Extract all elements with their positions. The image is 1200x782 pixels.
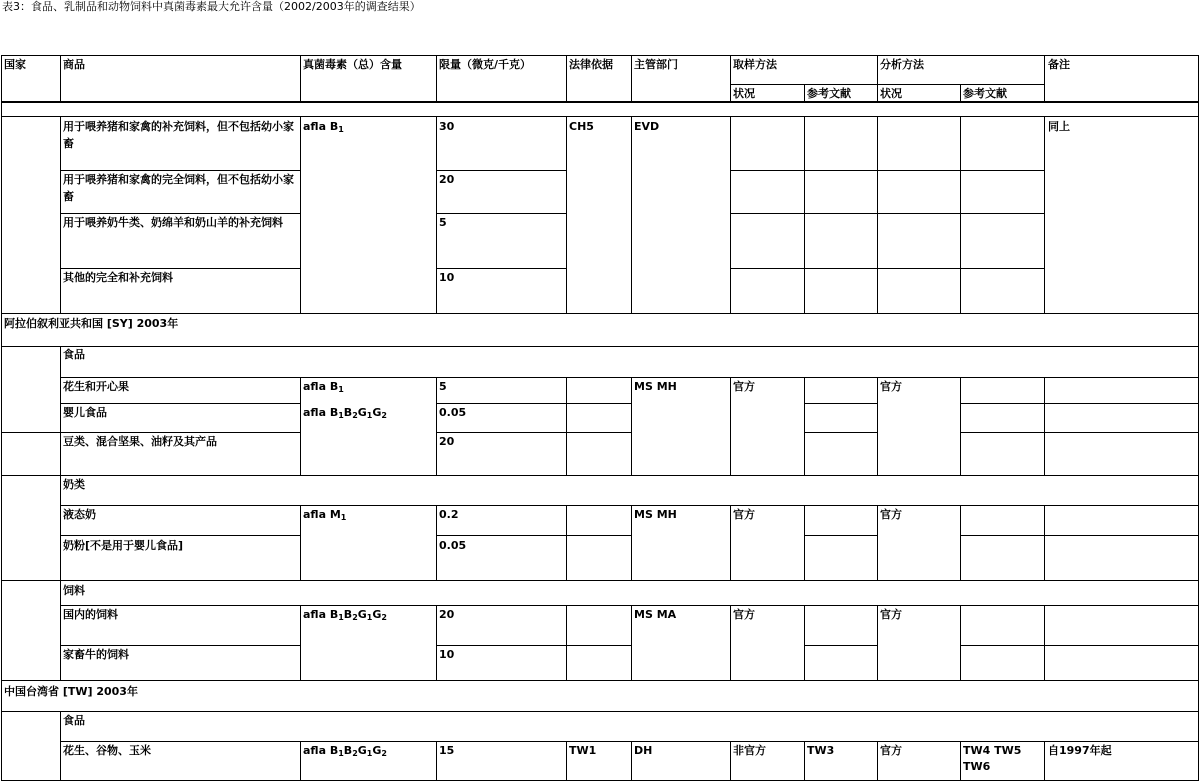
syria-milk-limit-1: 0.2 — [439, 508, 459, 521]
syria-food-limit-1: 5 — [439, 380, 447, 393]
syria-feed-limit-2: 10 — [439, 648, 455, 661]
taiwan-food-analysis-ref-1: TW4 TW5 — [963, 744, 1022, 757]
table-vertical-rule — [300, 505, 301, 581]
section1-item-1: 用于喂养猪和家禽的补充饲料，但不包括幼小家畜 — [63, 120, 294, 150]
taiwan-food-remark: 自1997年起 — [1048, 744, 1112, 757]
table-vertical-rule — [1198, 580, 1199, 681]
table-vertical-rule — [300, 116, 301, 314]
table-horizontal-rule — [436, 645, 632, 646]
section1-item-3: 用于喂养奶牛类、奶绵羊和奶山羊的补充饲料 — [63, 216, 283, 229]
syria-food-authority: MS MH — [634, 380, 677, 393]
table-vertical-rule — [60, 711, 61, 781]
table-vertical-rule — [877, 116, 878, 314]
table-vertical-rule — [631, 116, 632, 314]
table-horizontal-rule — [1, 680, 1199, 681]
taiwan-food-analysis-ref-2: TW6 — [963, 760, 991, 773]
table-vertical-rule — [436, 116, 437, 314]
table-vertical-rule — [60, 475, 61, 581]
table-horizontal-rule — [60, 505, 1199, 506]
table-horizontal-rule — [1, 346, 1199, 347]
syria-milk-item-2: 奶粉[不是用于婴儿食品] — [63, 539, 184, 552]
table-horizontal-rule — [436, 170, 567, 171]
table-vertical-rule — [804, 741, 805, 781]
table-horizontal-rule — [436, 268, 567, 269]
table-vertical-rule — [1044, 55, 1045, 102]
section1-limit-4: 10 — [439, 271, 455, 284]
table-vertical-rule — [436, 605, 437, 681]
table-horizontal-rule — [804, 432, 878, 433]
table-vertical-rule — [1, 55, 2, 781]
table-horizontal-rule — [436, 535, 632, 536]
table-vertical-rule — [1198, 711, 1199, 781]
header-sampling: 取样方法 — [733, 58, 777, 71]
table-horizontal-rule — [60, 377, 1199, 378]
section1-toxin: afla $B_1$ — [303, 120, 344, 134]
table-vertical-rule — [1044, 505, 1045, 581]
table-vertical-rule — [730, 505, 731, 581]
table-vertical-rule — [804, 377, 805, 476]
table-vertical-rule — [436, 55, 437, 102]
table-horizontal-rule — [60, 535, 301, 536]
table-vertical-rule — [1044, 741, 1045, 781]
table-vertical-rule — [566, 55, 567, 102]
table-vertical-rule — [631, 377, 632, 476]
table-vertical-rule — [960, 84, 961, 102]
table-vertical-rule — [960, 116, 961, 314]
table-horizontal-rule — [960, 645, 1199, 646]
table-vertical-rule — [1198, 680, 1199, 712]
table-horizontal-rule — [960, 432, 1199, 433]
table-horizontal-rule — [1, 711, 1199, 712]
syria-food-toxin-1: afla $B_1$ — [303, 380, 344, 394]
table-vertical-rule — [877, 55, 878, 102]
syria-milk-authority: MS MH — [634, 508, 677, 521]
table-vertical-rule — [877, 505, 878, 581]
taiwan-food-label: 食品 — [63, 714, 85, 727]
header-commodity: 商品 — [63, 58, 85, 71]
table-vertical-rule — [436, 505, 437, 581]
taiwan-food-legal: TW1 — [569, 744, 597, 757]
syria-feed-label: 饲料 — [63, 584, 85, 597]
syria-food-limit-3: 20 — [439, 435, 455, 448]
table-vertical-rule — [566, 741, 567, 781]
table-vertical-rule — [1198, 475, 1199, 581]
section1-remark: 同上 — [1048, 120, 1070, 133]
table-vertical-rule — [877, 605, 878, 681]
syria-food-item-2: 婴儿食品 — [63, 406, 107, 419]
header-analysis-reference: 参考文献 — [963, 87, 1007, 100]
header-authority: 主管部门 — [634, 58, 678, 71]
table-subheader-rule — [877, 84, 1045, 85]
syria-food-toxin-2: afla $B_1B_2G_1G_2$ — [303, 406, 387, 420]
table-horizontal-rule — [1, 475, 1199, 476]
table-vertical-rule — [960, 505, 961, 581]
header-sampling-reference: 参考文献 — [807, 87, 851, 100]
table-vertical-rule — [960, 605, 961, 681]
table-vertical-rule — [1198, 55, 1199, 102]
header-limit: 限量（微克/千克） — [439, 58, 532, 71]
table-horizontal-rule — [730, 268, 1045, 269]
syria-milk-limit-2: 0.05 — [439, 539, 467, 552]
section1-limit-2: 20 — [439, 173, 455, 186]
table-horizontal-rule — [804, 535, 878, 536]
syria-feed-item-2: 家畜牛的饲料 — [63, 648, 129, 661]
table-horizontal-rule — [804, 403, 878, 404]
table-horizontal-rule — [804, 645, 878, 646]
table-vertical-rule — [960, 377, 961, 476]
syria-food-item-3: 豆类、混合坚果、油籽及其产品 — [63, 435, 217, 448]
header-sampling-status: 状况 — [733, 87, 755, 100]
section1-item-4: 其他的完全和补充饲料 — [63, 271, 173, 284]
table-vertical-rule — [60, 346, 61, 476]
table-vertical-rule — [730, 116, 731, 314]
table-vertical-rule — [804, 505, 805, 581]
table-vertical-rule — [877, 741, 878, 781]
taiwan-food-toxin: afla $B_1B_2G_1G_2$ — [303, 744, 387, 758]
table-vertical-rule — [631, 741, 632, 781]
table-horizontal-rule — [1, 580, 1199, 581]
table-vertical-rule — [60, 55, 61, 102]
syria-feed-limit-1: 20 — [439, 608, 455, 621]
table-vertical-rule — [1044, 116, 1045, 314]
table-vertical-rule — [60, 116, 61, 314]
table-horizontal-rule — [436, 213, 567, 214]
table-horizontal-rule — [1, 101, 1199, 103]
header-country: 国家 — [4, 58, 26, 71]
table-vertical-rule — [300, 55, 301, 102]
table-vertical-rule — [566, 505, 567, 581]
table-horizontal-rule — [60, 741, 1199, 742]
table-vertical-rule — [730, 55, 731, 102]
table-horizontal-rule — [60, 605, 1199, 606]
table-horizontal-rule — [436, 432, 632, 433]
table-vertical-rule — [631, 605, 632, 681]
table-vertical-rule — [1198, 313, 1199, 347]
table-horizontal-rule — [730, 170, 1045, 171]
syria-feed-item-1: 国内的饲料 — [63, 608, 118, 621]
taiwan-food-item: 花生、谷物、玉米 — [63, 744, 151, 757]
table-vertical-rule — [877, 377, 878, 476]
table-vertical-rule — [960, 741, 961, 781]
header-analysis: 分析方法 — [880, 58, 924, 71]
syria-feed-analysis-status: 官方 — [880, 608, 902, 621]
table-horizontal-rule — [1, 313, 1199, 314]
table-vertical-rule — [1198, 116, 1199, 314]
country-taiwan-title: 中国台湾省 [TW] 2003年 — [4, 685, 138, 698]
syria-feed-toxin: afla $B_1B_2G_1G_2$ — [303, 608, 387, 622]
syria-milk-analysis-status: 官方 — [880, 508, 902, 521]
table-vertical-rule — [730, 605, 731, 681]
taiwan-food-sampling-status: 非官方 — [733, 744, 766, 757]
table-vertical-rule — [804, 116, 805, 314]
header-mycotoxin: 真菌毒素（总）含量 — [303, 58, 402, 71]
country-syria-title: 阿拉伯叙利亚共和国 [SY] 2003年 — [4, 317, 179, 330]
syria-food-limit-2: 0.05 — [439, 406, 467, 419]
syria-milk-toxin: afla $M_1$ — [303, 508, 347, 522]
table-vertical-rule — [730, 377, 731, 476]
syria-food-sampling-status: 官方 — [733, 380, 755, 393]
table-vertical-rule — [631, 505, 632, 581]
table-horizontal-rule — [1, 116, 1199, 117]
taiwan-food-analysis-status: 官方 — [880, 744, 902, 757]
header-remarks: 备注 — [1048, 58, 1070, 71]
syria-feed-authority: MS MA — [634, 608, 677, 621]
syria-food-label: 食品 — [63, 348, 85, 361]
taiwan-food-sampling-ref: TW3 — [807, 744, 835, 757]
table-caption: 表3：食品、乳制品和动物饲料中真菌毒素最大允许含量（2002/2003年的调查结果） — [2, 0, 421, 13]
taiwan-food-authority: DH — [634, 744, 653, 757]
syria-milk-sampling-status: 官方 — [733, 508, 755, 521]
section1-item-2: 用于喂养猪和家禽的完全饲料，但不包括幼小家畜 — [63, 173, 294, 203]
table-vertical-rule — [436, 377, 437, 476]
section1-limit-3: 5 — [439, 216, 447, 229]
table-vertical-rule — [1198, 101, 1199, 117]
table-vertical-rule — [730, 741, 731, 781]
table-vertical-rule — [804, 84, 805, 102]
table-vertical-rule — [804, 605, 805, 681]
table-horizontal-rule — [960, 535, 1199, 536]
section1-legal: CH5 — [569, 120, 594, 133]
header-analysis-status: 状况 — [880, 87, 902, 100]
table-vertical-rule — [1198, 346, 1199, 476]
table-vertical-rule — [300, 605, 301, 681]
table-vertical-rule — [631, 55, 632, 102]
table-horizontal-rule — [960, 403, 1199, 404]
syria-milk-label: 奶类 — [63, 478, 85, 491]
table-vertical-rule — [566, 377, 567, 476]
syria-feed-sampling-status: 官方 — [733, 608, 755, 621]
table-horizontal-rule — [730, 213, 1045, 214]
table-vertical-rule — [436, 741, 437, 781]
syria-food-item-1: 花生和开心果 — [63, 380, 129, 393]
syria-food-analysis-status: 官方 — [880, 380, 902, 393]
table-vertical-rule — [1044, 377, 1045, 476]
table-vertical-rule — [60, 580, 61, 681]
table-vertical-rule — [566, 605, 567, 681]
table-vertical-rule — [300, 377, 301, 476]
taiwan-food-limit: 15 — [439, 744, 455, 757]
table-vertical-rule — [566, 116, 567, 314]
table-horizontal-rule — [1, 780, 1199, 781]
table-vertical-rule — [300, 741, 301, 781]
header-legal-basis: 法律依据 — [569, 58, 613, 71]
section1-authority: EVD — [634, 120, 660, 133]
table-vertical-rule — [1044, 605, 1045, 681]
section1-limit-1: 30 — [439, 120, 455, 133]
syria-milk-item-1: 液态奶 — [63, 508, 96, 521]
